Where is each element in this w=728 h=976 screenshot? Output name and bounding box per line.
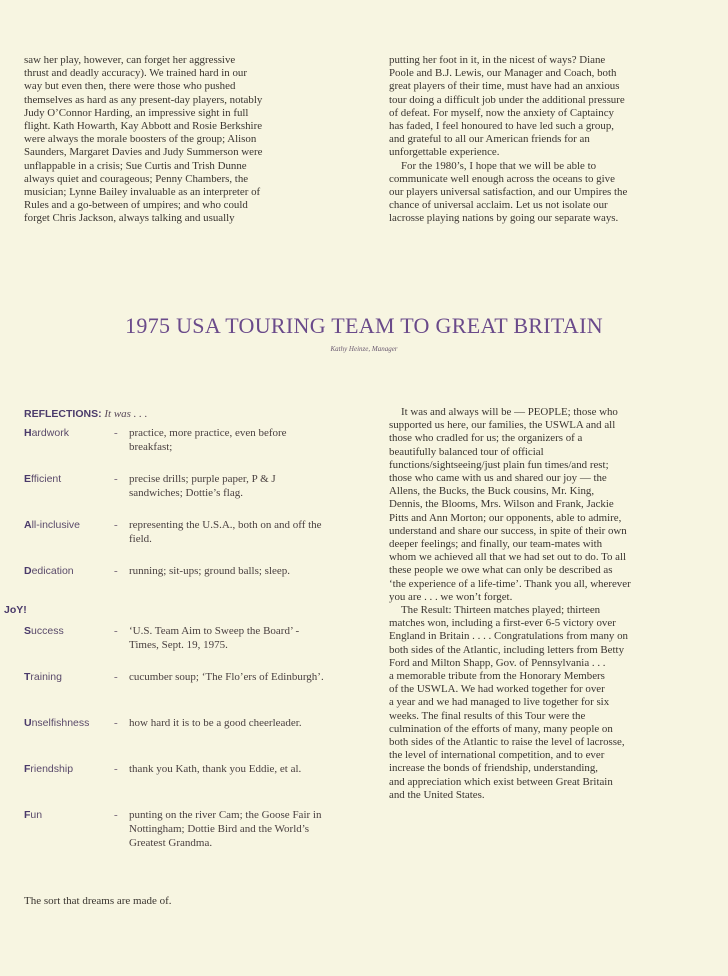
dash: -	[114, 519, 118, 531]
reflection-word: Friendship	[24, 763, 74, 775]
reflection-description: how hard it is to be a good cheerleader.	[129, 717, 302, 729]
dash: -	[114, 763, 118, 775]
reflection-description: thank you Kath, thank you Eddie, et al.	[129, 763, 302, 775]
text-line: Ford and Milton Shapp, Gov. of Pennsylvania . . .	[389, 656, 606, 669]
text-line: whom we achieved all that we had set out to do. To all	[389, 551, 627, 564]
text-line: Pitts and Ann Morton; our opponents, able to admire,	[389, 511, 622, 524]
dash: -	[114, 809, 118, 821]
text-line: lacrosse playing nations by going our separate ways.	[389, 212, 619, 225]
text-line: way but even then, there were those who pushed	[24, 80, 236, 93]
text-line: matches won, including a first-ever 6-5 victory over	[389, 617, 616, 630]
text-line: musician; Lynne Bailey invaluable as an interpreter of	[24, 186, 261, 199]
bottom-right-column	[389, 406, 719, 802]
text-line: great players of their time, must have had an anxious	[389, 80, 620, 93]
reflection-description: practice, more practice, even before breakfast;	[129, 427, 287, 453]
reflection-word: Success	[24, 625, 64, 637]
closing-line: The sort that dreams are made of.	[24, 895, 172, 907]
reflections-intro: It was . . .	[104, 408, 148, 420]
reflection-word: Efficient	[24, 473, 62, 485]
text-line: of defeat. For myself, now the anxiety of Captaincy	[389, 106, 615, 119]
reflection-description: ‘U.S. Team Aim to Sweep the Board’ - Times, Sept. 19, 1975.	[129, 625, 300, 651]
dash: -	[114, 565, 118, 577]
text-line: those who cradled for us; the organizers of a	[389, 432, 583, 445]
text-line: ‘the experience of a life-time’. Thank you all, wherever	[389, 577, 631, 590]
dash: -	[114, 625, 118, 637]
text-line: both sides of the Atlantic, including letters from Betty	[389, 643, 625, 656]
text-line: increase the bonds of friendship, understanding,	[389, 762, 598, 775]
text-line: a memorable tribute from the Honorary Members	[389, 670, 605, 683]
text-line: culmination of the efforts of many, many people on	[389, 722, 613, 735]
text-line: both sides of the Atlantic to raise the level of lacrosse,	[389, 736, 625, 749]
text-line: Poole and B.J. Lewis, our Manager and Coach, both	[389, 67, 617, 80]
reflection-description: running; sit-ups; ground balls; sleep.	[129, 565, 291, 577]
text-line: Rules and a go-between of umpires; and who could	[24, 199, 248, 212]
text-line: deeper feelings; and finally, our team-mates with	[389, 538, 603, 551]
text-line: England in Britain . . . . Congratulations from many on	[389, 630, 628, 643]
joy-label: JoY!	[4, 604, 27, 616]
byline: Kathy Heinze, Manager	[330, 345, 398, 353]
text-line: themselves as hard as any present-day players, notably	[24, 93, 263, 106]
text-line: you are . . . we won’t forget.	[389, 590, 513, 603]
text-line: forget Chris Jackson, always talking and usually	[24, 212, 235, 225]
reflection-description: punting on the river Cam; the Goose Fair in Nottingham; Dottie Bird and the World’s Greatest Grandma.	[129, 809, 322, 849]
text-line: It was and always will be — PEOPLE; those who	[401, 406, 618, 418]
reflection-word: Hardwork	[24, 427, 69, 439]
text-line: and grateful to all our American friends for an	[389, 133, 590, 146]
text-line: always quiet and courageous; Penny Chambers, the	[24, 172, 249, 185]
reflection-description: representing the U.S.A., both on and off the field.	[129, 519, 322, 545]
text-line: putting her foot in it, in the nicest of ways? Diane	[389, 54, 606, 66]
text-line: chance of universal acclaim. Let us not isolate our	[389, 199, 608, 212]
top-left-column	[24, 54, 334, 226]
text-line: For the 1980’s, I hope that we will be able to	[401, 159, 597, 172]
reflection-description: cucumber soup; ‘The Flo’ers of Edinburgh’.	[129, 671, 324, 683]
text-line: understand and share our success, in spite of their own	[389, 524, 627, 537]
text-line: The Result: Thirteen matches played; thirteen	[401, 604, 601, 617]
text-line: Allens, the Bucks, the Buck cousins, Mr. King,	[389, 485, 595, 498]
text-line: and the United States.	[389, 788, 485, 801]
reflections-heading	[24, 408, 147, 420]
text-line: beautifully balanced tour of official	[389, 445, 544, 458]
dash: -	[114, 427, 118, 439]
text-line: flight. Kath Howarth, Kay Abbott and Rosie Berkshire	[24, 120, 263, 133]
text-line: supported us here, our families, the USWLA and all	[389, 419, 616, 432]
reflection-word: Training	[24, 671, 62, 683]
text-line: Judy O’Connor Harding, an impressive sight in full	[24, 106, 249, 119]
text-line: thrust and deadly accuracy). We trained hard in our	[24, 67, 247, 80]
reflection-word: Dedication	[24, 565, 74, 577]
text-line: the level of international competition, and to ever	[389, 749, 605, 762]
text-line: of the USWLA. We had worked together for over	[389, 683, 605, 696]
text-line: these people we owe what can only be described as	[389, 564, 613, 577]
dash: -	[114, 671, 118, 683]
reflection-description: precise drills; purple paper, P & J sandwiches; Dottie’s flag.	[129, 473, 276, 499]
page-title: 1975 USA TOURING TEAM TO GREAT BRITAIN	[125, 313, 603, 338]
text-line: unforgettable experience.	[389, 146, 500, 159]
text-line: Saunders, Margaret Davies and Judy Summerson were	[24, 146, 263, 159]
text-line: tour doing a difficult job under the additional pressure	[389, 93, 625, 106]
text-line: functions/sightseeing/just plain fun times/and rest;	[389, 458, 609, 471]
text-line: has faded, I feel honoured to have led such a group,	[389, 120, 614, 133]
dash: -	[114, 473, 118, 485]
text-line: a year and we had managed to live together for six	[389, 696, 610, 709]
text-line: were always the morale boosters of the group; Alison	[24, 133, 257, 146]
text-line: saw her play, however, can forget her aggressive	[24, 54, 236, 66]
text-line: those who came with us and shared our joy — the	[389, 472, 607, 485]
text-line: our players universal satisfaction, and our Umpires the	[389, 186, 628, 199]
reflection-word: All-inclusive	[24, 519, 81, 531]
text-line: unflappable in a crisis; Sue Curtis and Trish Dunne	[24, 159, 247, 172]
text-line: communicate well enough across the oceans to give	[389, 172, 615, 185]
text-line: Dennis, the Blooms, Mrs. Wilson and Frank, Jackie	[389, 498, 614, 511]
text-line: and appreciation which exist between Great Britain	[389, 775, 613, 788]
reflection-word: Unselfishness	[24, 717, 90, 729]
text-line: weeks. The final results of this Tour were the	[389, 709, 586, 722]
reflection-word: Fun	[24, 809, 43, 821]
top-right-column	[389, 54, 719, 226]
reflections-label: REFLECTIONS:	[24, 408, 102, 420]
dash: -	[114, 717, 118, 729]
